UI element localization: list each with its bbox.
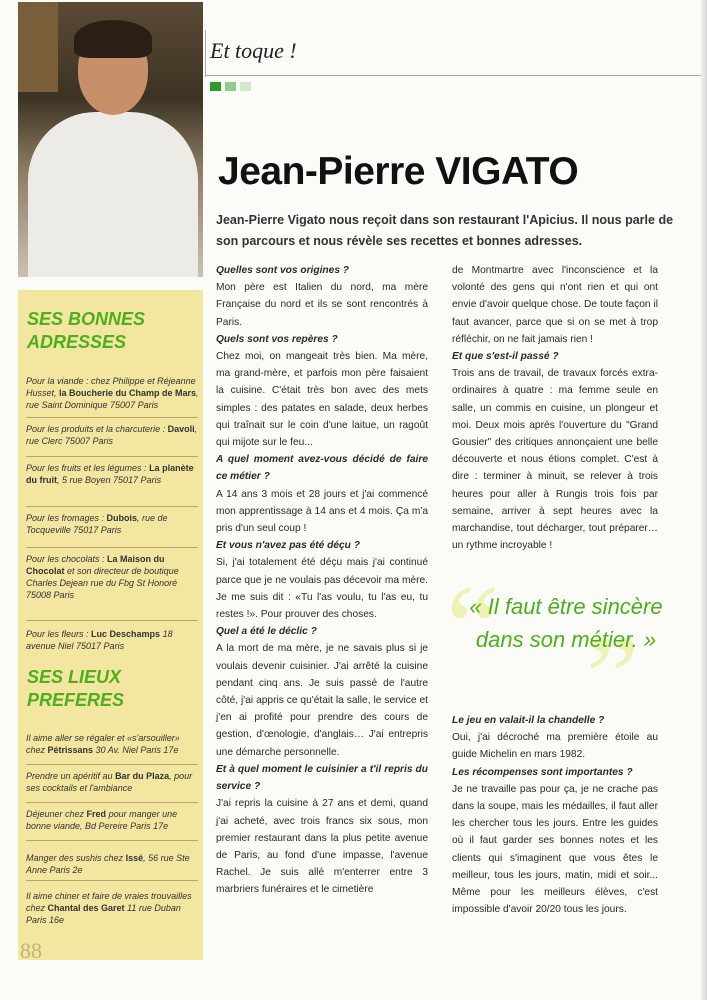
question: Quels sont vos repères ? [216,333,338,345]
divider [26,840,198,841]
quote-mark-left-decoration: “ [446,560,500,693]
adresse-entry: Pour les fruits et les légumes : La planète du fruit, 5 rue Boyen 75017 Paris [26,463,194,485]
article-column-2b [452,712,658,918]
quote-mark-right-decoration: ” [586,610,640,743]
question: Quelles sont vos origines ? [216,265,350,276]
answer: Oui, j'ai décroché ma première étoile au guide Michelin en mars 1982. [452,732,658,761]
answer: J'ai repris la cuisine à 27 ans et demi, quand j'ai acheté, avec trois francs six sous, mon premier restaurant dans la plus petite avenue de Paris, au fond d'une impasse, l'avenue Rachel. Je suis allé m'enterrer entre 3 marbriers funéraires et le cimetière [216,798,428,896]
lieu-entry: Manger des sushis chez Issé, 56 rue Ste Anne Paris 2e [26,853,190,875]
question: Et que s'est-il passé ? [452,351,559,363]
article-column-2 [452,262,658,554]
adresse-entry: Pour les produits et la charcuterie : Davoli, rue Clerc 75007 Paris [26,424,198,446]
adresse-entry: Pour les fromages : Dubois, rue de Tocqueville 75017 Paris [26,513,168,535]
answer: A 14 ans 3 mois et 28 jours et j'ai commencé mon apprentissage à 14 ans et 4 mois. Ça m'a pris d'un seul coup ! [216,488,428,535]
pull-quote-text: « Il faut être sincère dans son métier. » [469,594,663,652]
adresse-entry: Pour les fleurs : Luc Deschamps 18 avenue Niel 75017 Paris [26,629,173,651]
answer: Trois ans de travail, de travaux forcés extra-ordinaires à quatre : ma femme seule en salle, un commis en cuisine, un plongeur et moi. Deux mois après l'ouverture du "Grand Gousier" des critiques annonçaient une belle découverte et nous étions complet. C'est à dire : terminer à minuit, se relever à trois heures pour aller à Rungis trois fois par semaine, arriver à sept heures avec la marchandise, tout décharger, tout préparer…un rythme incroyable ! [452,368,658,552]
headline-name: Jean-Pierre VIGATO [218,150,579,193]
photo-background-shelf [18,2,58,92]
divider [26,417,198,418]
lieu-entry: Il aime chiner et faire de vraies trouvailles chez Chantal des Garet 11 rue Duban Paris 16e [26,891,192,925]
green-square-light [240,82,251,91]
chef-portrait-photo [18,2,203,277]
green-square-mid [225,82,236,91]
answer: Si, j'ai totalement été déçu mais j'ai continué parce que je ne voulais pas décevoir ma mère. Je me suis dit : «Tu l'as voulu, tu l'as eu, tu restes !». Pour prouver des choses. [216,557,428,621]
adresses-title-line2: ADRESSES [27,332,127,352]
question: Les récompenses sont importantes ? [452,766,633,778]
adresse-entry: Pour les chocolats : La Maison du Chocolat et son directeur de boutique Charles Dejean rue du Fbg St Honoré 75008 Paris [26,554,179,600]
divider [26,506,198,507]
page-edge-shadow [701,0,707,1000]
lieu-entry: Prendre un apéritif au Bar du Plaza, pour ses cocktails et l'ambiance [26,771,193,793]
divider [26,547,198,548]
answer: Mon père est Italien du nord, ma mère Française du nord et ils se sont rencontrés à Paris. [216,282,428,328]
rubric-underline [205,75,707,76]
question: A quel moment avez-vous décidé de faire ce métier ? [216,454,428,483]
lieu-entry: Il aime aller se régaler et «s'arsouiller» chez Pétrissans 30 Av. Niel Paris 17e [26,733,180,755]
article-column-1 [216,262,428,899]
adresse-entry: Pour la viande : chez Philippe et Réjeanne Husset, la Boucherie du Champ de Mars, rue Saint Dominique 75007 Paris [26,376,199,410]
answer: Chez moi, on mangeait très bien. Ma mère, ma grand-mère, et parfois mon père faisaient la cuisine. C'était très bon avec des mets simples : des patates en salade, deux herbes qui traînait sur le coin d'une laitue, un ragoût qui mijote sur le feu... [216,351,428,449]
divider [26,802,198,803]
lieu-entry: Déjeuner chez Fred pour manger une bonne viande, Bd Pereire Paris 17e [26,809,178,831]
answer: A la mort de ma mère, je ne savais plus si je voulais devenir cuisinier. J'ai arrêté la cuisine pendant cinq ans. Je suis passé de l'autre côté, j'ai appris ce qu'était la salle, le service et j'en ai profité pour prendre des cours de gestion, d'œnologie, d'anglais… J'ai entrepris une démarche personnelle. [216,643,428,758]
question: Le jeu en valait-il la chandelle ? [452,715,605,726]
divider [26,880,198,881]
question: Et à quel moment le cuisinier a t'il repris du service ? [216,763,428,793]
rubric-frame-line [205,30,206,77]
page-number: 88 [20,938,42,963]
lieux-title-line1: SES LIEUX [27,667,122,687]
divider [26,620,198,621]
question: Quel a été le déclic ? [216,626,317,638]
intro-paragraph: Jean-Pierre Vigato nous reçoit dans son restaurant l'Apicius. Il nous parle de son parcours et nous révèle ses recettes et bonnes adresses. [216,213,674,248]
divider [26,764,198,765]
question: Et vous n'avez pas été déçu ? [216,540,360,552]
green-square-dark [210,82,221,91]
photo-chef-hair [74,20,152,58]
rubric-title: Et toque ! [210,38,297,63]
divider [26,456,198,457]
adresses-title-line1: SES BONNES [27,309,146,329]
photo-chef-jacket [28,112,198,277]
answer: Je ne travaille pas pour ça, je ne crache pas dans la soupe, mais les médailles, il faut aller les chercher tous les jours. Entre les guides où il faut garder ses bonnes notes et les clients qui s'imaginent que vous êtes le meilleur, tous les jours, matin, midi et soir... Même pour les meilleurs élèves, c'est impossible d'avoir 20/20 tous les jours. [452,783,658,916]
lieux-title-line2: PREFERES [27,690,125,710]
answer: de Montmartre avec l'inconscience et la volonté des gens qui n'ont rien et qui ont envie d'avoir quelque chose. De toute façon il faut avancer, parce que si on se met à trop réfléchir, on ne fait jamais rien ! [452,265,658,345]
